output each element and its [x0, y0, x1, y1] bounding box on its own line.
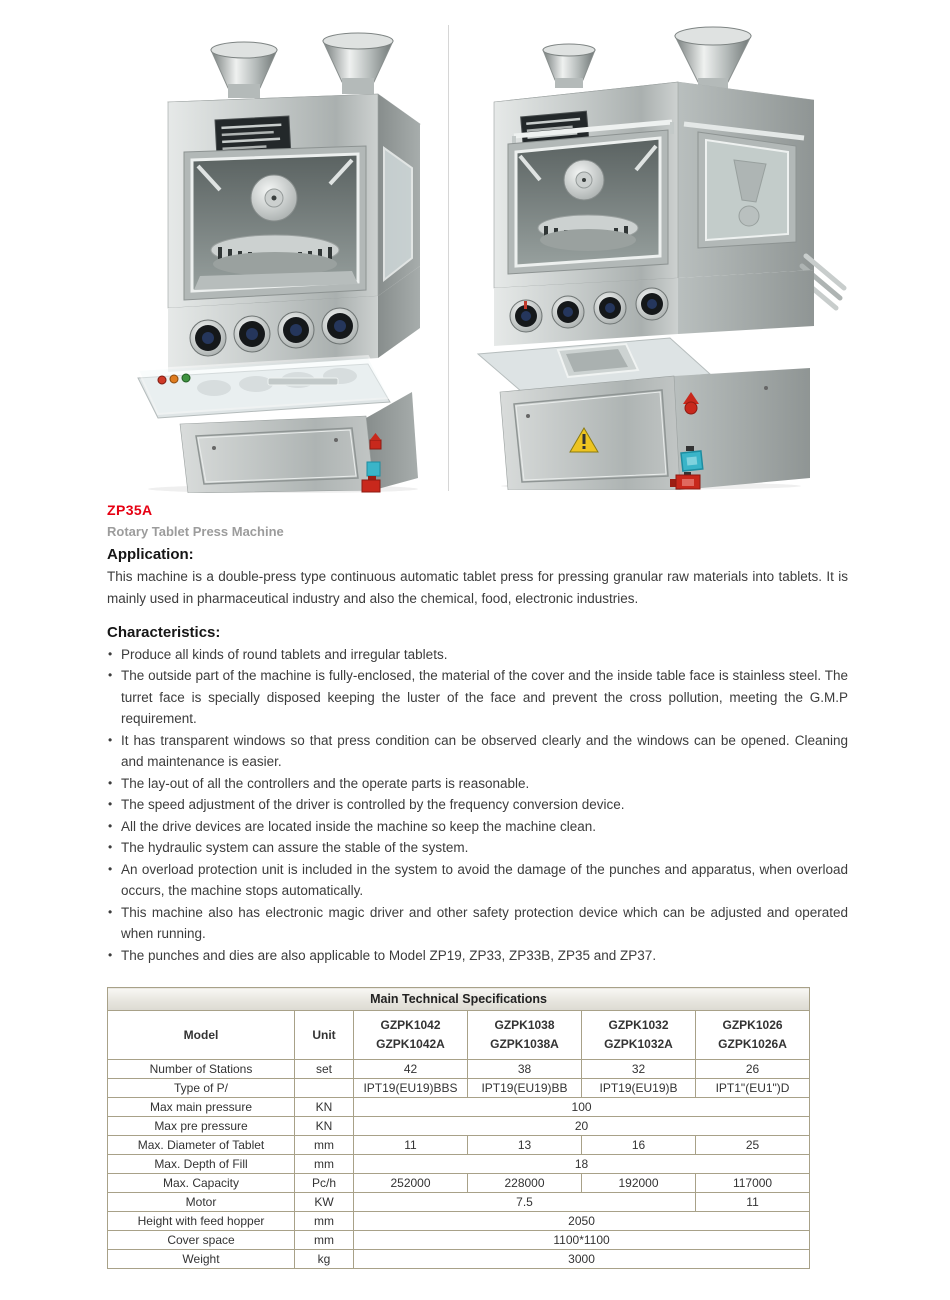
characteristic-text: The outside part of the machine is fully-enclosed, the material of the cover and the inside table face is stainless steel. The turret face is specially disposed keeping the luster of the face and prevent the cross pollution, meeting the G.M.P requirement. [121, 668, 848, 726]
characteristic-item [107, 859, 848, 902]
spec-unit: KN [295, 1117, 354, 1136]
spec-value: 38 [468, 1060, 582, 1079]
bullet-icon: • [108, 646, 113, 661]
application-heading: Application: [107, 546, 194, 563]
spec-unit: KW [295, 1193, 354, 1212]
spec-label: Cover space [108, 1231, 295, 1250]
spec-row [108, 1250, 810, 1269]
characteristics-list [107, 644, 848, 967]
spec-value: 11 [354, 1136, 468, 1155]
spec-label: Max main pressure [108, 1098, 295, 1117]
spec-table [107, 987, 810, 1269]
characteristic-text: The lay-out of all the controllers and the operate parts is reasonable. [121, 775, 530, 791]
bullet-icon: • [108, 732, 113, 747]
characteristic-item [107, 644, 848, 666]
characteristic-item [107, 773, 848, 795]
spec-value: IPT19(EU19)BBS [354, 1079, 468, 1098]
characteristic-text: All the drive devices are located inside the machine so keep the machine clean. [121, 818, 597, 834]
viewing-window [508, 130, 668, 274]
spec-value: 252000 [354, 1174, 468, 1193]
model-name-line: GZPK1038A [490, 1037, 559, 1051]
spec-value: 11 [696, 1193, 810, 1212]
spec-row [108, 1231, 810, 1250]
spec-value: 3000 [354, 1250, 810, 1269]
bullet-icon: • [108, 904, 113, 919]
bullet-icon: • [108, 775, 113, 790]
characteristic-item [107, 794, 848, 816]
spec-row [108, 1174, 810, 1193]
bullet-icon: • [108, 947, 113, 962]
model-name-line: GZPK1032A [604, 1037, 673, 1051]
machine-photo-side [466, 20, 851, 490]
turret [538, 215, 638, 251]
spec-unit: mm [295, 1231, 354, 1250]
bullet-icon: • [108, 840, 113, 854]
spec-label: Weight [108, 1250, 295, 1269]
product-subtitle: Rotary Tablet Press Machine [107, 524, 284, 539]
spec-row [108, 1193, 810, 1212]
model-header-cell: Model [108, 1011, 295, 1060]
characteristic-text: The punches and dies are also applicable to Model ZP19, ZP33, ZP33B, ZP35 and ZP37. [121, 947, 657, 963]
product-photos [0, 0, 950, 500]
spec-value: 2050 [354, 1212, 810, 1231]
spec-label: Motor [108, 1193, 295, 1212]
cyan-connector [681, 451, 703, 471]
spec-unit: kg [295, 1250, 354, 1269]
characteristic-text: The hydraulic system can assure the stable of the system. [121, 840, 469, 855]
spec-table-title-row [108, 988, 810, 1011]
bullet-icon: • [108, 668, 113, 682]
spec-row [108, 1155, 810, 1174]
characteristic-item [107, 837, 848, 859]
spec-value: IPT1"(EU1")D [696, 1079, 810, 1098]
spec-value: 26 [696, 1060, 810, 1079]
spec-value: 13 [468, 1136, 582, 1155]
spec-value: 18 [354, 1155, 810, 1174]
model-column-header [354, 1011, 468, 1060]
spec-unit: mm [295, 1136, 354, 1155]
spec-value: 42 [354, 1060, 468, 1079]
spec-value: IPT19(EU19)B [582, 1079, 696, 1098]
spec-unit: set [295, 1060, 354, 1079]
spec-unit: KN [295, 1098, 354, 1117]
characteristic-text: An overload protection unit is included in the system to avoid the damage of the punches and apparatus, when overload occurs, the machine stops automatically. [121, 861, 848, 898]
spec-unit: Pc/h [295, 1174, 354, 1193]
spec-row [108, 1079, 810, 1098]
spec-label: Type of P/ [108, 1079, 295, 1098]
spec-table-header-row [108, 1011, 810, 1060]
bullet-icon: • [108, 797, 113, 811]
application-text: This machine is a double-press type continuous automatic tablet press for pressing granular raw materials into tablets. It is mainly used in pharmaceutical industry and also the chemical, food, electronic industries. [107, 569, 848, 606]
model-column-header [696, 1011, 810, 1060]
model-name-line: GZPK1038 [494, 1018, 555, 1032]
spec-row [108, 1060, 810, 1079]
spec-value: 16 [582, 1136, 696, 1155]
characteristic-text: Produce all kinds of round tablets and irregular tablets. [121, 646, 448, 662]
spec-value: 32 [582, 1060, 696, 1079]
spec-unit [295, 1079, 354, 1098]
model-name-line: GZPK1032 [608, 1018, 669, 1032]
cyan-valve [367, 462, 380, 476]
model-name-line: GZPK1026 [722, 1018, 783, 1032]
spec-label: Number of Stations [108, 1060, 295, 1079]
model-column-header [582, 1011, 696, 1060]
spec-label: Height with feed hopper [108, 1212, 295, 1231]
spec-label: Max pre pressure [108, 1117, 295, 1136]
unit-header-cell: Unit [295, 1011, 354, 1060]
model-name-line: GZPK1042A [376, 1037, 445, 1051]
spec-label: Max. Depth of Fill [108, 1155, 295, 1174]
characteristic-item [107, 816, 848, 838]
spec-value: 117000 [696, 1174, 810, 1193]
spec-unit: mm [295, 1155, 354, 1174]
machine-photo-front [128, 26, 440, 493]
characteristic-text: The speed adjustment of the driver is controlled by the frequency conversion device. [121, 797, 625, 812]
turret [211, 235, 339, 276]
viewing-window [184, 146, 366, 300]
spec-value: 7.5 [354, 1193, 696, 1212]
model-column-header [468, 1011, 582, 1060]
spec-row [108, 1117, 810, 1136]
characteristic-item [107, 665, 848, 730]
spec-row [108, 1136, 810, 1155]
spec-value: 1100*1100 [354, 1231, 810, 1250]
bullet-icon: • [108, 861, 113, 876]
characteristic-item [107, 730, 848, 773]
spec-value: IPT19(EU19)BB [468, 1079, 582, 1098]
spec-value: 192000 [582, 1174, 696, 1193]
photo-divider [448, 25, 449, 491]
feed-hoppers [543, 27, 751, 92]
feed-hoppers [211, 33, 393, 98]
characteristic-text: This machine also has electronic magic driver and other safety protection device which can be adjusted and operated when running. [121, 904, 848, 941]
characteristic-text: It has transparent windows so that press condition can be observed clearly and the windows can be opened. Cleaning and maintenance is easier. [121, 732, 848, 769]
product-description [107, 502, 848, 1269]
product-model-title: ZP35A [107, 502, 153, 518]
bullet-icon: • [108, 818, 113, 833]
spec-value: 25 [696, 1136, 810, 1155]
characteristic-item [107, 945, 848, 967]
spec-value: 100 [354, 1098, 810, 1117]
side-window [698, 132, 796, 248]
spec-row [108, 1098, 810, 1117]
side-window [384, 148, 412, 280]
characteristic-item [107, 902, 848, 945]
spec-value: 228000 [468, 1174, 582, 1193]
spec-label: Max. Capacity [108, 1174, 295, 1193]
model-name-line: GZPK1026A [718, 1037, 787, 1051]
spec-label: Max. Diameter of Tablet [108, 1136, 295, 1155]
spec-unit: mm [295, 1212, 354, 1231]
spec-table-title: Main Technical Specifications [108, 988, 810, 1011]
model-name-line: GZPK1042 [380, 1018, 441, 1032]
spec-row [108, 1212, 810, 1231]
spec-value: 20 [354, 1117, 810, 1136]
characteristics-heading: Characteristics: [107, 623, 221, 641]
